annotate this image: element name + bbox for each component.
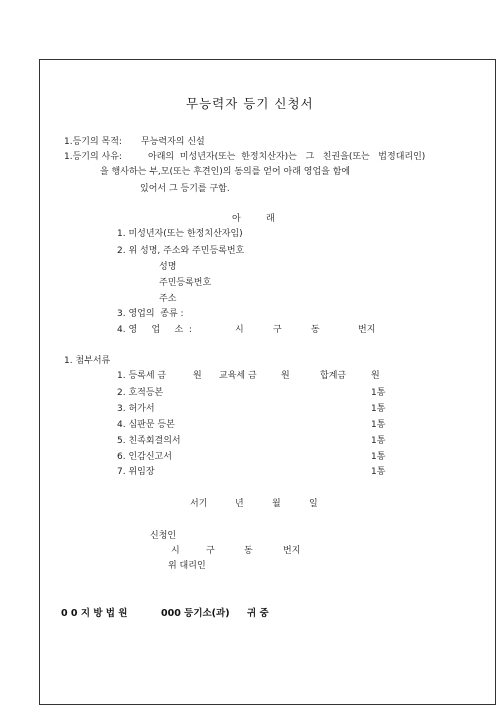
purpose-label: 1.등기의 목적: — [64, 137, 122, 147]
attachments-heading: 1. 첨부서류 — [64, 356, 111, 366]
applicant-label: 신청인 — [150, 531, 177, 541]
form-title: 무능력자 등기 신청서 — [186, 96, 314, 111]
address-bunji: 번지 — [358, 325, 376, 335]
name-label: 성명 — [159, 262, 177, 272]
total-label: 합계금 — [320, 371, 347, 381]
reason-line-3: 있어서 그 등기를 구함. — [140, 184, 230, 194]
applicant-si: 시 — [171, 546, 180, 556]
detail-item-4-label: 4. 영 업 소 : — [117, 325, 192, 335]
list-item-count: 1통 — [371, 452, 386, 462]
address-si: 시 — [235, 325, 244, 335]
list-item: 6. 인감신고서 — [117, 452, 172, 462]
list-item-count: 1통 — [371, 388, 386, 398]
list-item-count: 1통 — [371, 467, 386, 477]
list-item: 3. 허가서 — [117, 404, 155, 414]
registration-tax-label: 1. 등록세 금 — [117, 371, 167, 381]
court-name: 0 0 지 방 법 원 — [61, 608, 128, 619]
date-month: 월 — [272, 499, 281, 509]
detail-item-3: 3. 영업의 종류 : — [117, 309, 184, 319]
list-item-count: 1통 — [371, 436, 386, 446]
reason-label: 1.등기의 사유: — [64, 152, 122, 162]
education-tax-won: 원 — [281, 371, 290, 381]
date-day: 일 — [309, 499, 318, 509]
applicant-agent: 위 대리인 — [168, 561, 206, 571]
list-item: 2. 호적등본 — [117, 388, 164, 398]
list-item: 7. 위임장 — [117, 467, 155, 477]
date-year: 년 — [235, 499, 244, 509]
date-era: 서기 — [190, 499, 208, 509]
below-heading-second: 래 — [266, 214, 275, 224]
applicant-bunji: 번지 — [283, 546, 301, 556]
list-item-count: 1통 — [371, 420, 386, 430]
applicant-dong: 동 — [244, 546, 253, 556]
registration-tax-won: 원 — [193, 371, 202, 381]
purpose-value: 무능력자의 신설 — [141, 137, 205, 147]
honorific: 귀 중 — [247, 608, 269, 619]
list-item-count: 1통 — [371, 404, 386, 414]
below-heading-first: 아 — [232, 214, 241, 224]
applicant-gu: 구 — [206, 546, 215, 556]
address-gu: 구 — [273, 325, 282, 335]
list-item: 5. 친족회결의서 — [117, 436, 181, 446]
total-won: 원 — [371, 371, 380, 381]
registry-office: 000 등기소(과) — [161, 608, 230, 619]
address-label: 주소 — [159, 294, 177, 304]
detail-item-2: 2. 위 성명, 주소와 주민등록번호 — [117, 246, 245, 256]
reason-line-2: 을 행사하는 부,모(또는 후견인)의 동의를 얻어 아래 영업을 함에 — [100, 167, 351, 177]
detail-item-1: 1. 미성년자(또는 한정치산자임) — [117, 229, 243, 239]
education-tax-label: 교육세 금 — [219, 371, 257, 381]
reason-line-1: 아래의 미성년자(또는 한정치산자)는 그 친권을(또는 법정대리인) — [148, 152, 426, 162]
list-item: 4. 심판문 등본 — [117, 420, 175, 430]
rrn-label: 주민등록번호 — [159, 278, 212, 288]
address-dong: 동 — [311, 325, 320, 335]
